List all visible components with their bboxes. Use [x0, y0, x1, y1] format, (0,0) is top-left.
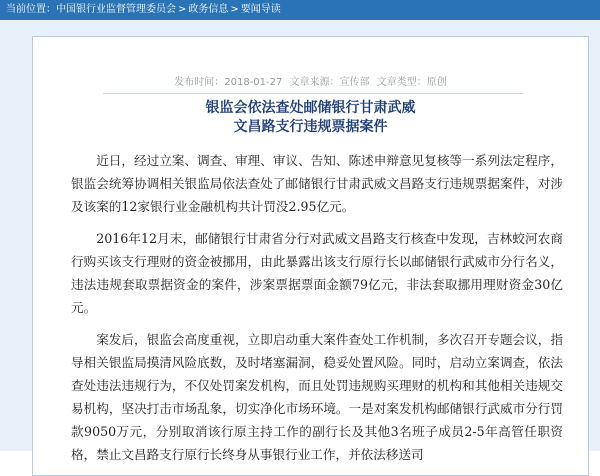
article-paragraph: 案发后，银监会高度重视，立即启动重大案件查处工作机制，多次召开专题会议，指导相关银监局摸清风险底数，及时堵塞漏洞，稳妥处置风险。同时，启动立案调查，依法查处违法违规行为，不仅处罚案发机构，而且处罚违规购买理财的机构和其他相关违规交易机构，坚决打击市场乱象，切实净化市场环境。一是对案发机构邮储银行武威市分行罚款9050万元，分别取消该行原主持工作的副行长及其他3名班子成员2-5年高管任职资格，禁止文昌路支行原行长终身从事银行业工作，并依法移送司: [71, 332, 563, 462]
meta-divider: [103, 93, 523, 94]
article-title-line-1: 银监会依法查处邮储银行甘肃武威: [205, 100, 416, 116]
content-frame: [0, 20, 600, 462]
publish-time: 发布时间：2018-01-27: [174, 77, 283, 88]
breadcrumb-separator: >: [178, 4, 187, 15]
breadcrumb-link-cbrc[interactable]: 中国银行业监督管理委员会: [56, 4, 176, 15]
article-type: 文章类型：原创: [376, 77, 447, 88]
breadcrumb-separator: >: [230, 4, 239, 15]
article-title: [33, 99, 588, 137]
article-source: 文章来源：宣传部: [289, 77, 370, 88]
article-body: [71, 149, 563, 475]
article-meta: [33, 73, 588, 88]
article-paragraph: 近日，经过立案、调查、审理、审议、告知、陈述申辩意见复核等一系列法定程序，银监会统筹协调相关银监局依法查处了邮储银行甘肃武威文昌路支行违规票据案件，对涉及该案的12家银行业金融机构共计罚没2.95亿元。: [71, 153, 563, 214]
article-panel: [32, 36, 589, 476]
article-title-line-2: 文昌路支行违规票据案件: [233, 119, 388, 135]
breadcrumb-link-news[interactable]: 要闻导读: [240, 4, 281, 15]
breadcrumb: [0, 0, 600, 20]
breadcrumb-link-govinfo[interactable]: 政务信息: [188, 4, 229, 15]
breadcrumb-prefix: 当前位置：: [6, 4, 56, 15]
article-paragraph: 2016年12月末，邮储银行甘肃省分行对武威文昌路支行核查中发现，吉林蛟河农商行购买该支行理财的资金被挪用，由此暴露出该支行原行长以邮储银行武威市分行名义，违法违规套取票据资金的案件，涉案票据票面金额79亿元，非法套取挪用理财资金30亿元。: [71, 231, 563, 315]
